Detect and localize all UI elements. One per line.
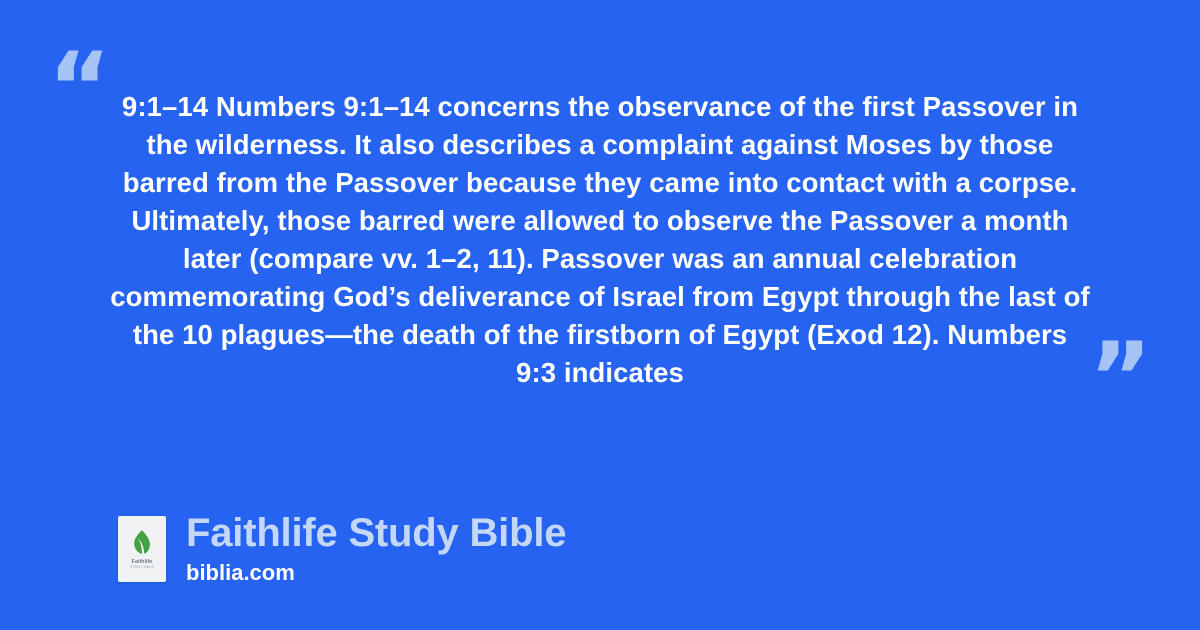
footer-text-block — [186, 510, 566, 588]
open-quote-icon: “ — [48, 32, 112, 144]
close-quote-icon: ” — [1088, 322, 1152, 434]
footer-branding — [118, 510, 566, 588]
badge-brand-sublabel: STUDY BIBLE — [129, 565, 155, 570]
faithlife-leaf-icon — [131, 529, 153, 555]
product-name: Faithlife Study Bible — [186, 511, 567, 555]
badge-brand-label: Faithlife — [131, 558, 153, 565]
faithlife-logo-badge — [118, 516, 166, 582]
quote-text: 9:1–14 Numbers 9:1–14 concerns the observance of the first Passover in the wilderness. It also describes a complaint against Moses by those barred from the Passover because they came into contact with a corpse. Ultimately, those barred were allowed to observe the Passover a month later (compare vv. 1–2, 11). Passover was an annual celebration commemorating God’s deliverance of Israel from Egypt through the last of the 10 plagues—the death of the firstborn of Egypt (Exod 12). Numbers 9:3 indicates — [110, 91, 1090, 388]
site-url[interactable]: biblia.com — [186, 560, 295, 585]
